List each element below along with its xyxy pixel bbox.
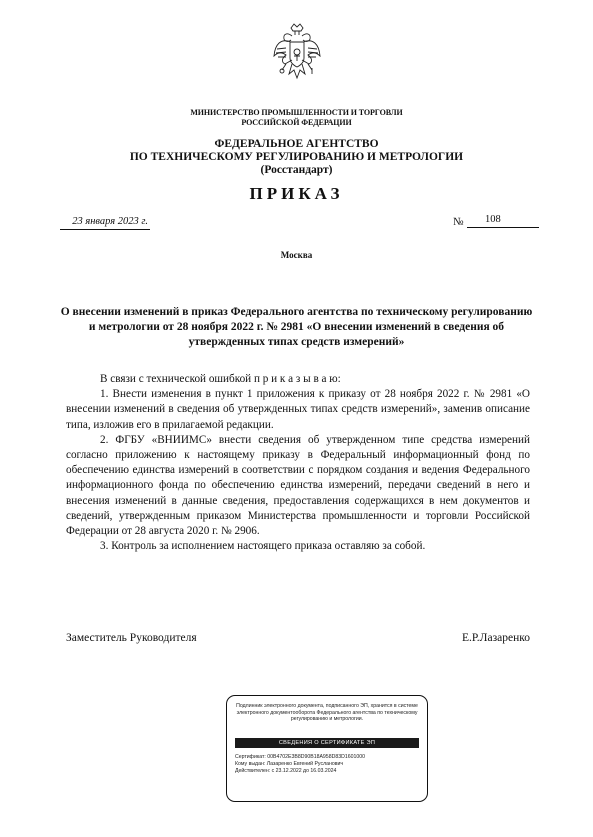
russian-coat-of-arms-icon <box>272 22 322 84</box>
ministry-name <box>150 108 443 128</box>
agency-short-name: (Росстандарт) <box>260 164 333 176</box>
order-intro: В связи с технической ошибкой п р и к а з ы в а ю: <box>100 373 341 385</box>
order-date: 23 января 2023 г. <box>60 215 150 230</box>
stamp-certificate-id: Сертификат: 00B4702E3B8D90B18A958D83D1601000 <box>235 754 366 760</box>
order-city: Москва <box>280 250 313 260</box>
stamp-notice: Подлинник электронного документа, подписанного ЭП, хранится в системе электронного документооборота Федерального агентства по техническому регулированию и метрологии. <box>236 703 418 723</box>
order-item-3: 3. Контроль за исполнением настоящего приказа оставляю за собой. <box>100 540 426 553</box>
signer-position: Заместитель Руководителя <box>66 632 197 644</box>
order-number: 108 <box>467 213 539 228</box>
stamp-certificate-details <box>235 754 419 774</box>
order-number-sign: № <box>453 216 464 228</box>
stamp-certificate-validity: Действителен: с 23.12.2022 до 16.03.2024 <box>235 767 337 774</box>
order-body <box>66 372 530 554</box>
signer-name: Е.Р.Лазаренко <box>461 632 530 644</box>
agency-name-line1: ФЕДЕРАЛЬНОЕ АГЕНТСТВО <box>214 138 379 150</box>
ministry-name-line1: МИНИСТЕРСТВО ПРОМЫШЛЕННОСТИ И ТОРГОВЛИ <box>190 108 403 117</box>
stamp-certificate-owner: Кому выдан: Лазаренко Евгений Русланович <box>235 760 344 767</box>
order-item-2: 2. ФГБУ «ВНИИМС» внести сведения об утвержденном типе средства измерений согласно приложению к настоящему приказу в Федеральный информационный фонд по обеспечению единства измерений в соответствии с порядком создания и ведения Федерального информационного фонда по обеспечению единства измерений, передачи сведений в него и внесения изменений в данные сведения, предоставления содержащихся в нем документов и сведений, утвержденным приказом Министерства промышленности и торговли Российской Федерации от 28 августа 2020 г. № 2906. <box>66 433 530 538</box>
order-item-1: 1. Внести изменения в пункт 1 приложения к приказу от 28 ноября 2022 г. № 2981 «О внесении изменений в сведения об утвержденных типах средств измерений», заменив описание типа, изложив его в прилагаемой редакции. <box>66 388 530 431</box>
agency-name-line2: ПО ТЕХНИЧЕСКОМУ РЕГУЛИРОВАНИЮ И МЕТРОЛОГИИ <box>129 151 464 163</box>
stamp-certificate-header: СВЕДЕНИЯ О СЕРТИФИКАТЕ ЭП <box>235 738 419 748</box>
document-title: ПРИКАЗ <box>249 184 344 203</box>
agency-name <box>100 138 493 177</box>
ministry-name-line2: РОССИЙСКОЙ ФЕДЕРАЦИИ <box>241 118 352 127</box>
electronic-signature-stamp <box>226 695 428 802</box>
order-subject: О внесении изменений в приказ Федерального агентства по техническому регулированию и метрологии от 28 ноября 2022 г. № 2981 «О внесении изменений в сведения об утвержденных типах средств измерений» <box>60 306 533 348</box>
